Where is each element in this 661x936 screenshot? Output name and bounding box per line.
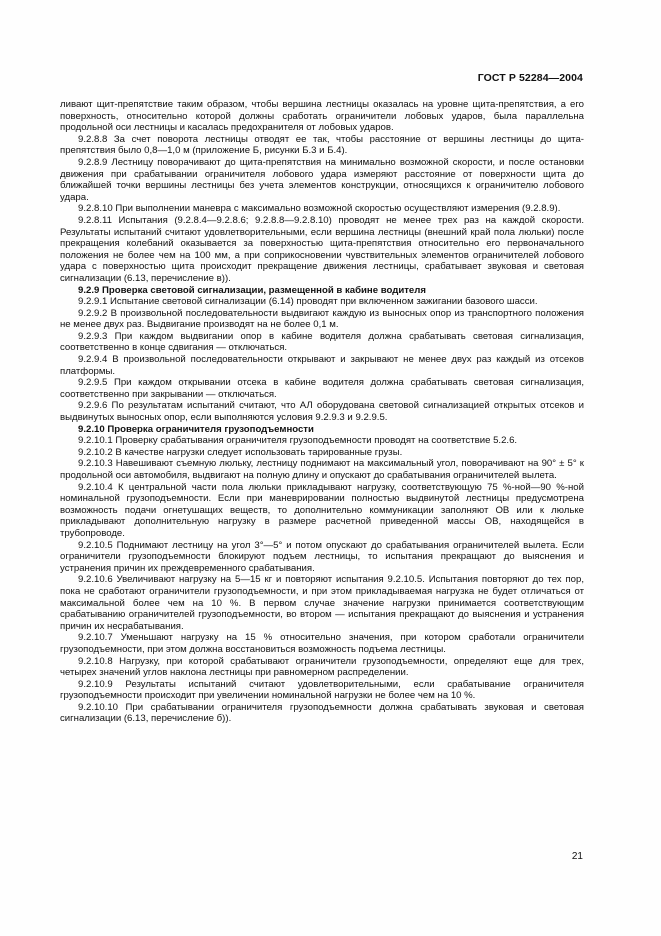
paragraph: 9.2.9.5 При каждом открывании отсека в кабине водителя должна срабатывать световая сигнализация, соответственно при закрывании — отключаться.	[60, 377, 584, 400]
paragraph: 9.2.9.1 Испытание световой сигнализации (6.14) проводят при включенном зажигании базового шасси.	[78, 296, 538, 308]
continued-paragraph: ливают щит-препятствие таким образом, чтобы вершина лестницы оказалась на уровне щита-препятствия, а его поверхность, относительно которой должны сработать ограничители лобовых ударов, была параллельна продольной оси лестницы и касалась предохранителя от лобовых ударов.	[60, 99, 584, 134]
paragraph: 9.2.10.4 К центральной части пола люльки прикладывают нагрузку, соответствующую 75 %-ной—90 %-ной номинальной грузоподъемности. Если при маневрировании полностью выдвинутой лестницы предусмотрена возможность подачи огнетушащих веществ, то дополнительно коммуникации заполняют ОВ или к люльке прикладывают дополнительную нагрузку в размере расчетной приведенной массы ОВ, находящейся в трубопроводе.	[60, 481, 584, 539]
paragraph: 9.2.9.3 При каждом выдвигании опор в кабине водителя должна срабатывать световая сигнализация, соответственно в конце сдвигания — отключаться.	[60, 330, 584, 354]
section-heading: 9.2.10 Проверка ограничителя грузоподъемности	[78, 423, 314, 435]
section-heading: 9.2.9 Проверка световой сигнализации, размещенной в кабине водителя	[78, 284, 426, 296]
document-header: ГОСТ Р 52284—2004	[477, 72, 583, 84]
paragraph: 9.2.10.2 В качестве нагрузки следует использовать тарированные грузы.	[78, 446, 403, 458]
paragraph: 9.2.8.10 При выполнении маневра с максимально возможной скоростью осуществляют измерения (9.2.8.9).	[78, 203, 561, 215]
paragraph: 9.2.9.2 В произвольной последовательности выдвигают каждую из выносных опор из транспортного положения не менее двух раз. Выдвигание производят на не более 0,1 м.	[60, 307, 584, 331]
paragraph: 9.2.9.4 В произвольной последовательности открывают и закрывают не менее двух раз каждый из отсеков платформы.	[60, 354, 584, 377]
paragraph: 9.2.10.1 Проверку срабатывания ограничителя грузоподъемности проводят на соответствие 5.2.6.	[78, 435, 518, 447]
page-number: 21	[571, 851, 583, 862]
paragraph: 9.2.10.10 При срабатывании ограничителя грузоподъемности должна срабатывать звуковая и световая сигнализации (6.13, перечисление б)).	[60, 701, 584, 725]
paragraph: 9.2.10.6 Увеличивают нагрузку на 5—15 кг и повторяют испытания 9.2.10.5. Испытания повторяют до тех пор, пока не сработают ограничители грузоподъемности, и при этом прикладываемая нагрузка не будет отличаться от максимальной более чем на 10 %. В первом случае значение нагрузки принимается соответствующим срабатыванию ограничителей грузоподъемности, во втором — испытания прекращают до выяснения и устранения причин их несрабатывания.	[60, 574, 584, 632]
paragraph: 9.2.9.6 По результатам испытаний считают, что АЛ оборудована световой сигнализацией открытых отсеков и выдвинутых выносных опор, если выполняются условия 9.2.9.3 и 9.2.9.5.	[60, 400, 584, 424]
paragraph: 9.2.8.9 Лестницу поворачивают до щита-препятствия на минимально возможной скорости, и после остановки движения при срабатывании ограничителя лобового удара измеряют расстояние от поверхности щита до ближайшей точки вершины лестницы без учета элементов конструкции, относящихся к ограничителю лобового удара.	[60, 156, 584, 203]
paragraph: 9.2.8.11 Испытания (9.2.8.4—9.2.8.6; 9.2.8.8—9.2.8.10) проводят не менее трех раз на каждой скорости. Результаты испытаний считают удовлетворительными, если вершина лестницы (внешний край пола люльки) после прекращения колебаний оказывается за поверхностью щита-препятствия относительно его первоначального положения не более чем на 100 мм, а при соприкосновении чувствительных элементов ограничителей лобового удара с поверхностью щита происходит прекращение движения лестницы, срабатывает звуковая и световая сигнализации (6.13, перечисление в)).	[60, 214, 584, 284]
paragraph: 9.2.10.9 Результаты испытаний считают удовлетворительными, если срабатывание ограничителя грузоподъемности происходит при увеличении номинальной нагрузки не более чем на 10 %.	[60, 678, 584, 702]
paragraph: 9.2.10.3 Навешивают съемную люльку, лестницу поднимают на максимальный угол, поворачивают на 90° ± 5° к продольной оси автомобиля, выдвигают на полную длину и опускают до срабатывания ограничителей вылета.	[60, 458, 584, 481]
document-body	[60, 99, 584, 725]
paragraph: 9.2.10.5 Поднимают лестницу на угол 3°—5° и потом опускают до срабатывания ограничителей вылета. Если ограничители грузоподъемности блокируют подъем лестницы, то испытания прекращают до выяснения и устранения причин их преждевременного срабатывания.	[60, 539, 584, 574]
paragraph: 9.2.10.8 Нагрузку, при которой срабатывают ограничители грузоподъемности, определяют еще для трех, четырех значений углов наклона лестницы при равномерном распределении.	[60, 655, 584, 679]
paragraph: 9.2.10.7 Уменьшают нагрузку на 15 % относительно значения, при котором сработали ограничители грузоподъемности, при этом должна восстановиться возможность подъема лестницы.	[60, 632, 584, 655]
paragraph: 9.2.8.8 За счет поворота лестницы отводят ее так, чтобы расстояние от вершины лестницы до щита-препятствия было 0,8—1,0 м (приложение Б, рисунки Б.3 и Б.4).	[60, 133, 584, 157]
